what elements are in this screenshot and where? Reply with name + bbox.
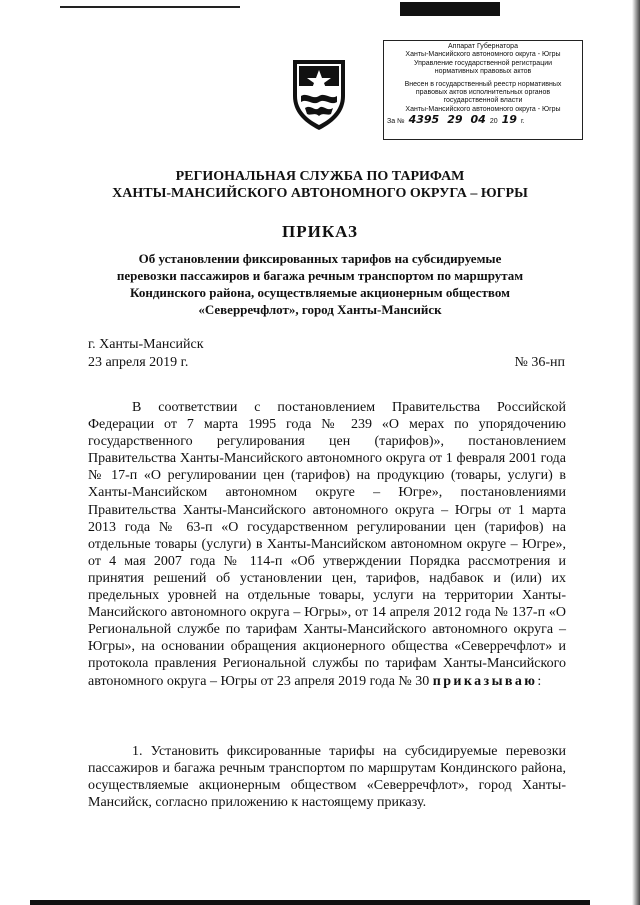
stamp-line: нормативных правовых актов [434, 68, 532, 76]
org-line-1: РЕГИОНАЛЬНАЯ СЛУЖБА ПО ТАРИФАМ [175, 169, 465, 184]
stamp-reg-prefix: За № [387, 118, 405, 126]
decree-word: приказываю [432, 673, 538, 689]
scan-artifact-top-line [60, 6, 240, 8]
registration-stamp [383, 40, 583, 140]
scan-artifact-bottom-line [30, 900, 590, 905]
stamp-line: Ханты-Мансийского автономного округа - Югры [405, 51, 561, 59]
stamp-line: Управление государственной регистрации [413, 59, 553, 67]
preamble-text: В соответствии с постановлением Правительства Российской Федерации от 7 марта 1995 года № 239 «О мерах по упорядочению государственного регулирования цен (тарифов)», постановлением Правительства Ханты-Мансийского автономного округа от 1 февраля 2001 года № 17-п «О регулировании цен (тарифов) на продукцию (товары, услуги) в Ханты-Мансийском автономном округе – Югре», постановлениями Правительства Ханты-Мансийского автономного округа – Югры от 1 марта 2013 года № 63-п «О государственном регулировании цен (тарифов) на отдельные товары (услуги) в Ханты-Мансийском автономном округе – Югре», от 4 мая 2007 года № 114-п «Об утверждении Порядка рассмотрения и принятия решений об установлении цен, тарифов, надбавок и (или) их предельных уровней на отдельные товары, услуги на территории Ханты-Мансийского автономного округа – Югры», от 14 апреля 2012 года № 137-п «О Региональной службе по тарифам Ханты-Мансийского автономного округа – Югры», на основании обращения акционерного общества «Северречфлот» и протокола правления Региональной службы по тарифам Ханты-Мансийского автономного округа – Югры от 23 апреля 2019 года № 30 [88, 400, 566, 689]
stamp-reg-number: 4395 [408, 113, 440, 127]
org-line-2: ХАНТЫ-МАНСИЙСКОГО АВТОНОМНОГО ОКРУГА – ЮГРЫ [112, 186, 528, 201]
stamp-line: правовых актов исполнительных органов [415, 89, 551, 97]
coat-of-arms-emblem [287, 56, 351, 132]
order-number: № 36-нп [514, 355, 565, 370]
stamp-reg-year-prefix: 20 [489, 118, 498, 126]
issue-city: г. Ханты-Мансийск [88, 337, 204, 352]
organization-name [90, 168, 550, 202]
subject-line: «Северречфлот», город Ханты-Мансийск [198, 302, 442, 317]
stamp-reg-day: 29 [447, 113, 463, 127]
stamp-line: Внесен в государственный реестр нормативных [404, 80, 562, 88]
issue-date: 23 апреля 2019 г. [88, 355, 189, 370]
stamp-line: Ханты-Мансийского автономного округа - Югры [405, 105, 561, 113]
order-subject [100, 250, 540, 318]
stamp-reg-year: 19 [501, 113, 517, 127]
subject-line: Об установлении фиксированных тарифов на субсидируемые [138, 251, 502, 266]
stamp-registration-line [387, 113, 579, 127]
stamp-line: государственной власти [443, 97, 523, 105]
document-type-title: ПРИКАЗ [282, 222, 358, 241]
subject-line: перевозки пассажиров и багажа речным транспортом по маршрутам [116, 268, 524, 283]
decree-colon: : [537, 673, 542, 689]
stamp-reg-month: 04 [470, 113, 486, 127]
stamp-reg-suffix: г. [520, 118, 525, 126]
scan-artifact-right-edge [632, 0, 640, 905]
preamble-paragraph [88, 399, 566, 690]
item-1-paragraph: 1. Установить фиксированные тарифы на субсидируемые перевозки пассажиров и багажа речным транспортом по маршрутам Кондинского района, осуществляемые акционерным обществом «Северречфлот», город Ханты-Мансийск, согласно приложению к настоящему приказу. [88, 744, 566, 811]
stamp-line: Аппарат Губернатора [448, 43, 518, 50]
scan-artifact-top-mark [400, 2, 500, 16]
subject-line: Кондинского района, осуществляемые акционерным обществом [130, 285, 510, 300]
